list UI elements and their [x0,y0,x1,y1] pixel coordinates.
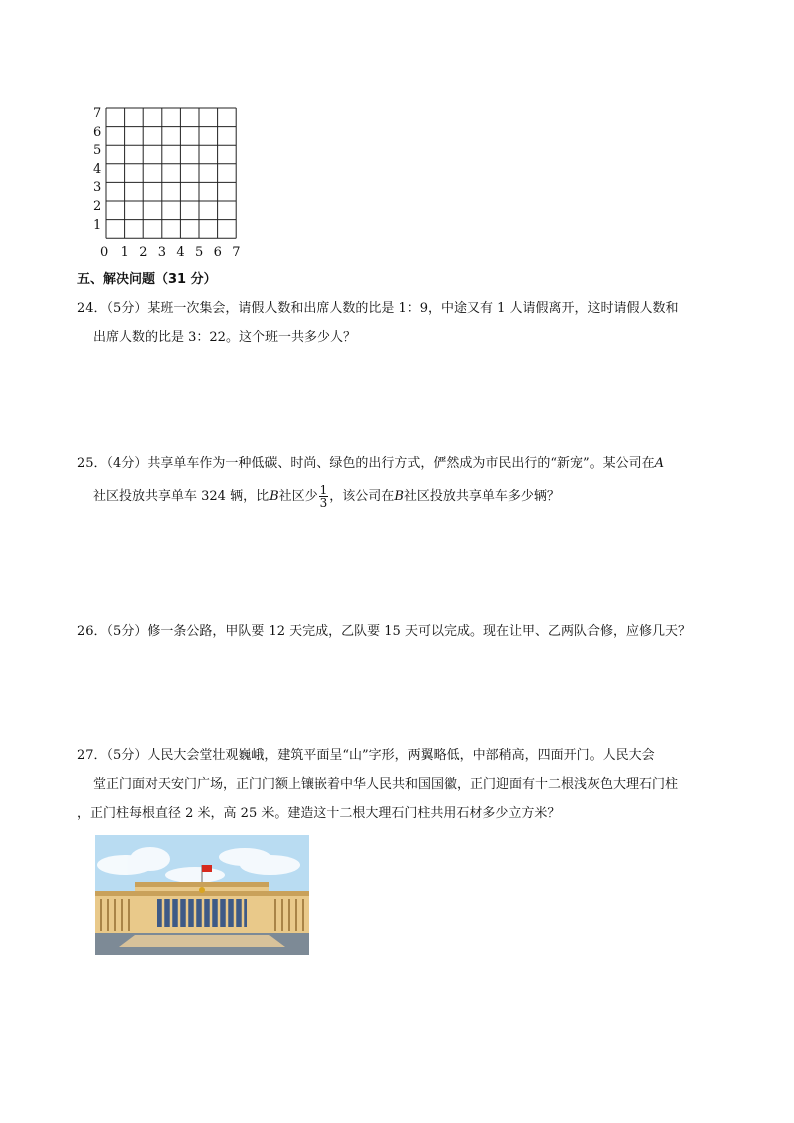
coordinate-grid [88,100,248,260]
x-tick-label: 3 [157,245,167,261]
y-tick-label: 1 [93,217,102,233]
stairs [119,935,285,947]
x-tick-label: 2 [139,245,148,261]
y-tick-label: 6 [93,124,102,140]
y-tick-label: 2 [93,199,102,214]
variable-b: B [269,489,279,504]
section-title: 五、解决问题（31 分） [77,272,217,287]
question-text: 修一条公路，甲队要 12 天完成，乙队要 15 天可以完成。现在让甲、乙两队合修，应修几天？ [147,624,691,639]
variable-b: B [394,489,404,504]
flag-icon [202,865,212,872]
x-tick-label: 1 [120,245,129,261]
great-hall-illustration [95,835,309,955]
center-roof [135,882,269,887]
question-number: 27． [77,748,107,763]
question-text: 堂正门面对天安门广场，正门门额上镶嵌着中华人民共和国国徽，正门迎面有十二根浅灰色大理石门柱 [93,777,679,792]
question-text: 社区投放共享单车多少辆？ [403,489,560,504]
question-score: （5分） [106,301,148,316]
question-score: （5分） [106,624,148,639]
fraction-numerator: 1 [319,483,328,497]
question-text: ，正门柱每根直径 2 米，高 25 米。建造这十二根大理石门柱共用石材多少立方米？ [77,806,561,821]
y-tick-label: 4 [93,161,102,177]
question-text: 某班一次集会，请假人数和出席人数的比是 1：9，中途又有 1 人请假离开，这时请假人数和 [147,301,679,316]
national-emblem-icon [199,887,205,893]
question-score: （4分） [106,456,148,471]
question-number: 24． [77,301,107,316]
question-text: 人民大会堂壮观巍峨，建筑平面呈“山”字形，两翼略低，中部稍高，四面开门。人民大会 [147,748,655,763]
variable-a: A [654,456,665,471]
question-27 [77,741,727,828]
question-text: 社区投放共享单车 324 辆，比 [93,489,270,504]
question-text: 社区少 [278,489,318,504]
y-tick-label: 5 [93,143,102,159]
question-number: 26． [77,624,107,639]
question-26 [77,617,727,646]
x-tick-label: 0 [100,245,109,261]
fraction-denominator: 3 [319,496,328,510]
question-number: 25． [77,456,107,471]
question-score: （5分） [106,748,148,763]
x-tick-label: 6 [213,245,222,261]
y-tick-label: 7 [93,106,102,121]
question-text: ，该公司在 [329,489,395,504]
x-tick-label: 7 [232,245,241,261]
question-25 [77,449,727,511]
question-24 [77,294,727,352]
x-tick-label: 5 [195,245,204,261]
question-text: 出席人数的比是 3：22。这个班一共多少人？ [93,330,356,345]
x-tick-label: 4 [176,245,185,261]
fraction [319,484,329,509]
question-text: 共享单车作为一种低碳、时尚、绿色的出行方式，俨然成为市民出行的“新宠”。某公司在 [147,456,655,471]
y-tick-label: 3 [93,180,102,196]
grid-lines [88,100,248,260]
